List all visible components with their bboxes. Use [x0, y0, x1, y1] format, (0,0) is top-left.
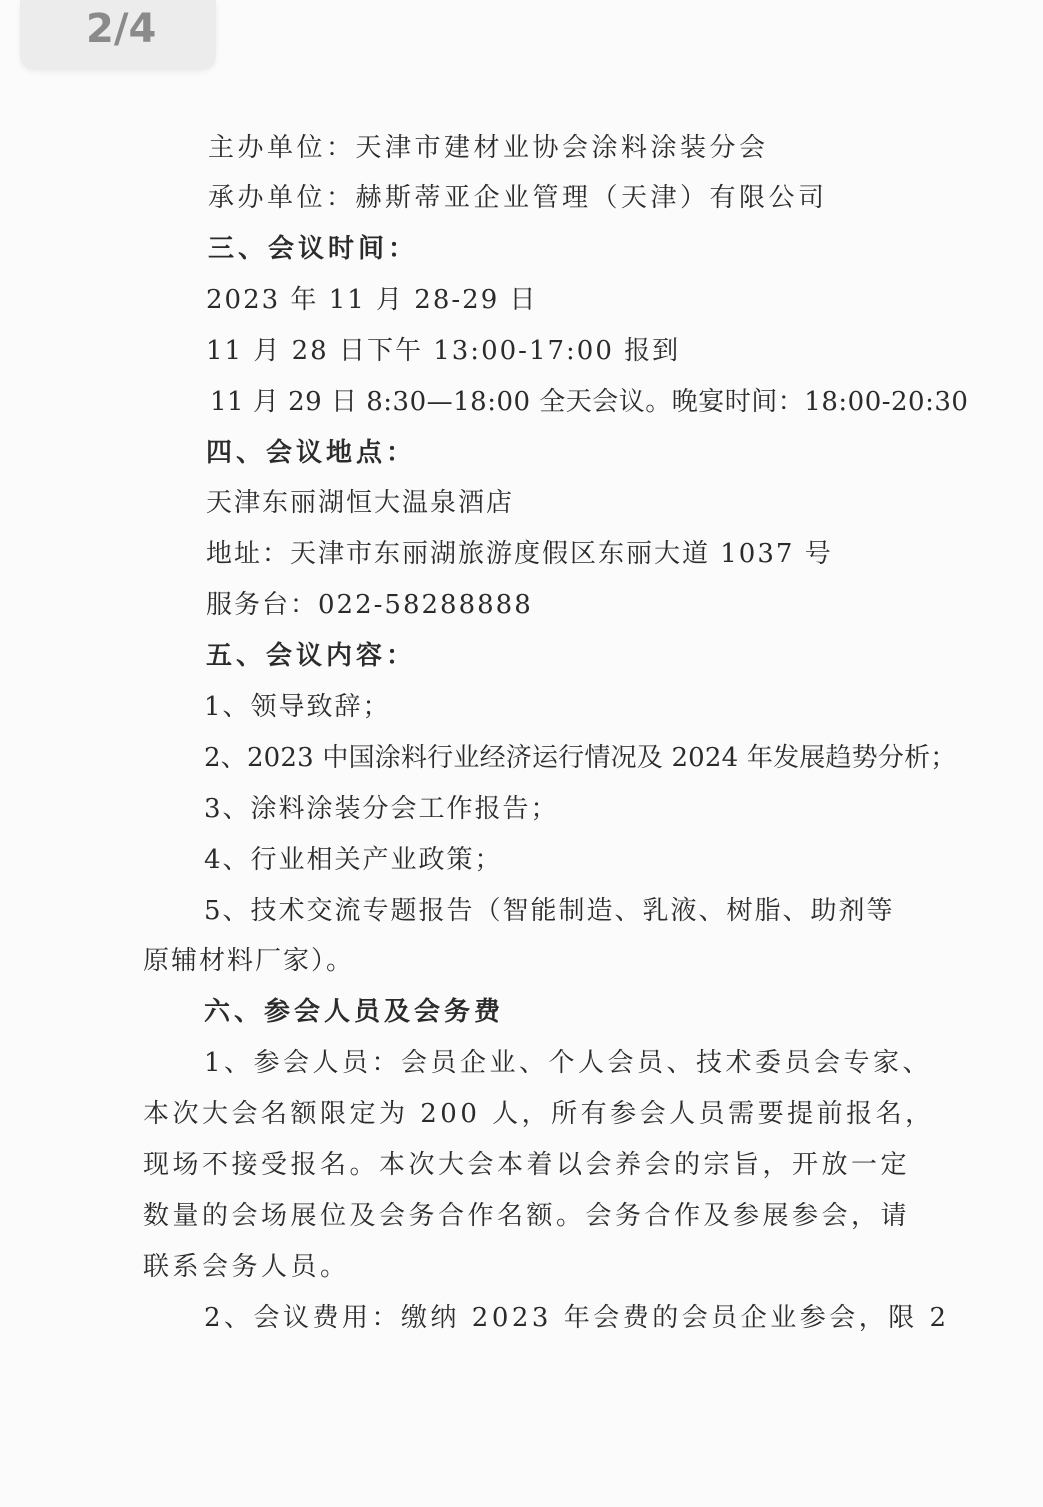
- content-item: 原辅材料厂家）。: [143, 946, 355, 976]
- section-5-heading: 五、会议内容：: [206, 641, 417, 671]
- attendees-line: 现场不接受报名。本次大会本着以会养会的宗旨，开放一定: [143, 1150, 911, 1180]
- attendees-line: 本次大会名额限定为 200 人，所有参会人员需要提前报名，: [143, 1099, 935, 1129]
- attendees-line: 1、参会人员：会员企业、个人会员、技术委员会专家、: [204, 1048, 933, 1078]
- service-desk-line: 服务台：022-58288888: [206, 590, 533, 620]
- date-range-line: 2023 年 11 月 28-29 日: [206, 285, 538, 315]
- section-4-heading: 四、会议地点：: [206, 438, 417, 468]
- section-3-heading: 三、会议时间：: [208, 234, 419, 264]
- content-item: 4、行业相关产业政策；: [204, 845, 503, 875]
- fullday-line: 11 月 29 日 8:30—18:00 全天会议。晚宴时间：18:00-20:30: [210, 387, 969, 417]
- content-item: 1、领导致辞；: [204, 692, 391, 722]
- checkin-line: 11 月 28 日下午 13:00-17:00 报到: [206, 336, 681, 366]
- content-item: 2、2023 中国涂料行业经济运行情况及 2024 年发展趋势分析；: [204, 743, 957, 773]
- attendees-line: 数量的会场展位及会务合作名额。会务合作及参展参会，请: [143, 1201, 911, 1231]
- attendees-line: 联系会务人员。: [143, 1252, 350, 1282]
- co-organizer-line: 承办单位：赫斯蒂亚企业管理（天津）有限公司: [208, 183, 828, 213]
- fee-line: 2、会议费用：缴纳 2023 年会费的会员企业参会，限 2: [204, 1303, 950, 1333]
- content-item: 5、技术交流专题报告（智能制造、乳液、树脂、助剂等: [204, 896, 895, 926]
- venue-line: 天津东丽湖恒大温泉酒店: [206, 488, 515, 518]
- page-indicator-text: 2/4: [86, 6, 157, 52]
- address-line: 地址：天津市东丽湖旅游度假区东丽大道 1037 号: [206, 539, 833, 569]
- content-item: 3、涂料涂装分会工作报告；: [204, 794, 559, 824]
- section-6-heading: 六、参会人员及会务费: [204, 997, 505, 1027]
- organizer-line: 主办单位：天津市建材业协会涂料涂装分会: [208, 133, 769, 163]
